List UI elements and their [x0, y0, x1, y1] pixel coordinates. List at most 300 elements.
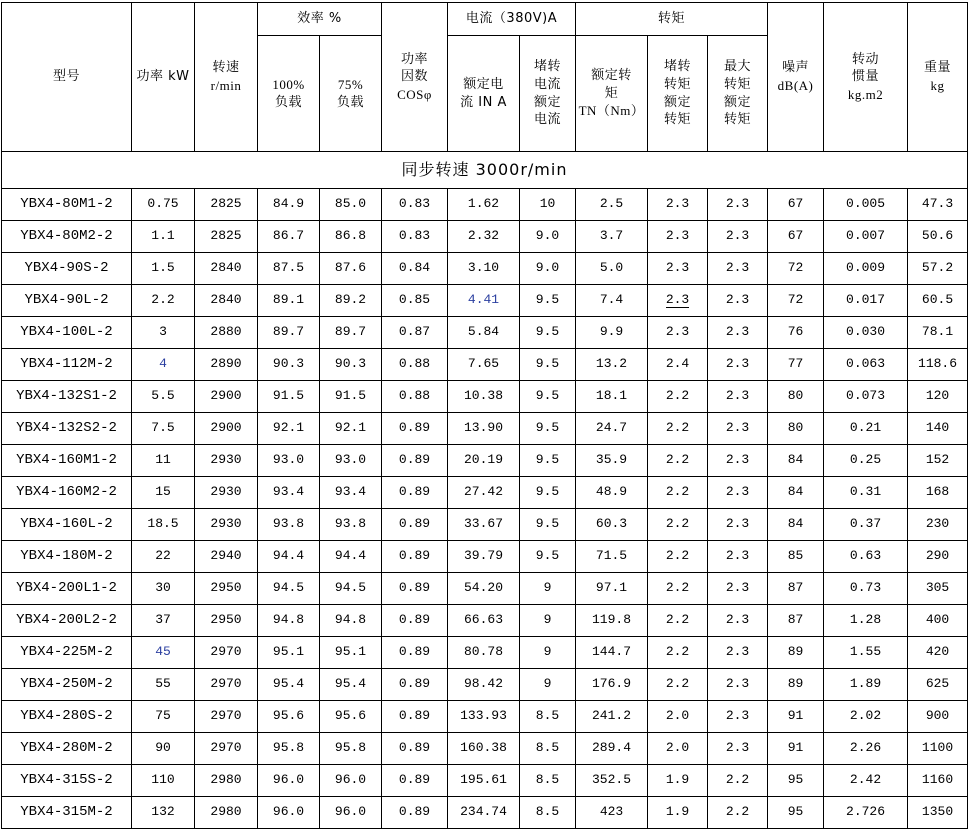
cell-eff-100: 89.7 — [258, 317, 320, 349]
table-row — [2, 733, 968, 765]
cell-rated-torque: 423 — [576, 797, 648, 829]
cell-weight: 305 — [908, 573, 968, 605]
cell-weight: 290 — [908, 541, 968, 573]
cell-rated-torque: 35.9 — [576, 445, 648, 477]
cell-eff-100: 93.8 — [258, 509, 320, 541]
cell-speed: 2840 — [195, 285, 258, 317]
cell-max-torque-ratio: 2.3 — [708, 445, 768, 477]
column-header-power: 功率 kW — [132, 3, 195, 152]
cell-noise: 85 — [768, 541, 824, 573]
cell-weight: 1100 — [908, 733, 968, 765]
cell-rated-current: 234.74 — [448, 797, 520, 829]
cell-model: YBX4-225M-2 — [2, 637, 132, 669]
cell-noise: 95 — [768, 765, 824, 797]
cell-locked-torque-ratio: 2.3 — [648, 221, 708, 253]
cell-rated-current: 27.42 — [448, 477, 520, 509]
cell-model: YBX4-280S-2 — [2, 701, 132, 733]
cell-power: 132 — [132, 797, 195, 829]
cell-eff-75: 94.8 — [320, 605, 382, 637]
cell-eff-75: 86.8 — [320, 221, 382, 253]
cell-locked-torque-ratio-value: 2.3 — [665, 292, 690, 308]
cell-rated-torque: 97.1 — [576, 573, 648, 605]
cell-eff-100: 86.7 — [258, 221, 320, 253]
cell-eff-100: 94.4 — [258, 541, 320, 573]
cell-power: 15 — [132, 477, 195, 509]
cell-speed: 2840 — [195, 253, 258, 285]
cell-locked-torque-ratio: 2.2 — [648, 605, 708, 637]
cell-locked-current-ratio: 9.5 — [520, 413, 576, 445]
group-header-current: 电流（380V)A — [448, 3, 576, 36]
cell-max-torque-ratio: 2.3 — [708, 733, 768, 765]
cell-eff-75: 96.0 — [320, 797, 382, 829]
cell-eff-100: 94.5 — [258, 573, 320, 605]
cell-power: 4 — [132, 349, 195, 381]
cell-power-factor: 0.89 — [382, 733, 448, 765]
cell-power: 11 — [132, 445, 195, 477]
cell-locked-torque-ratio: 2.2 — [648, 669, 708, 701]
cell-speed: 2950 — [195, 605, 258, 637]
cell-power-factor: 0.88 — [382, 349, 448, 381]
cell-inertia: 2.726 — [824, 797, 908, 829]
cell-locked-current-ratio: 9.5 — [520, 541, 576, 573]
cell-eff-75: 95.4 — [320, 669, 382, 701]
section-title: 同步转速 3000r/min — [2, 152, 968, 189]
cell-eff-75: 94.4 — [320, 541, 382, 573]
cell-power-factor: 0.89 — [382, 797, 448, 829]
cell-locked-torque-ratio: 1.9 — [648, 797, 708, 829]
cell-eff-100: 91.5 — [258, 381, 320, 413]
table-row — [2, 477, 968, 509]
cell-model: YBX4-160M2-2 — [2, 477, 132, 509]
cell-power: 0.75 — [132, 189, 195, 221]
cell-eff-75: 92.1 — [320, 413, 382, 445]
cell-rated-torque: 18.1 — [576, 381, 648, 413]
cell-model: YBX4-80M1-2 — [2, 189, 132, 221]
cell-locked-current-ratio: 9 — [520, 637, 576, 669]
table-row — [2, 349, 968, 381]
table-row — [2, 669, 968, 701]
cell-rated-current: 5.84 — [448, 317, 520, 349]
cell-eff-100: 84.9 — [258, 189, 320, 221]
cell-speed: 2880 — [195, 317, 258, 349]
cell-locked-current-ratio: 10 — [520, 189, 576, 221]
cell-weight: 420 — [908, 637, 968, 669]
cell-locked-torque-ratio: 2.2 — [648, 573, 708, 605]
cell-rated-torque: 352.5 — [576, 765, 648, 797]
table-row — [2, 605, 968, 637]
cell-model: YBX4-132S2-2 — [2, 413, 132, 445]
cell-speed: 2930 — [195, 445, 258, 477]
cell-rated-current: 160.38 — [448, 733, 520, 765]
table-row — [2, 285, 968, 317]
cell-rated-current: 98.42 — [448, 669, 520, 701]
cell-max-torque-ratio: 2.3 — [708, 285, 768, 317]
cell-eff-75: 95.8 — [320, 733, 382, 765]
table-row — [2, 253, 968, 285]
cell-locked-torque-ratio: 2.2 — [648, 445, 708, 477]
cell-locked-current-ratio: 9 — [520, 573, 576, 605]
cell-speed: 2930 — [195, 477, 258, 509]
cell-eff-75: 93.0 — [320, 445, 382, 477]
cell-rated-torque: 241.2 — [576, 701, 648, 733]
cell-locked-torque-ratio: 2.2 — [648, 477, 708, 509]
cell-noise: 84 — [768, 477, 824, 509]
cell-inertia: 0.030 — [824, 317, 908, 349]
column-header-model: 型号 — [2, 3, 132, 152]
cell-rated-current: 13.90 — [448, 413, 520, 445]
cell-locked-current-ratio: 9.5 — [520, 349, 576, 381]
column-header-max-torque-ratio: 最大 转矩 额定 转矩 — [708, 36, 768, 152]
cell-weight: 50.6 — [908, 221, 968, 253]
cell-inertia: 1.28 — [824, 605, 908, 637]
cell-locked-torque-ratio: 2.3 — [648, 253, 708, 285]
cell-rated-torque: 119.8 — [576, 605, 648, 637]
cell-power-factor: 0.89 — [382, 541, 448, 573]
cell-speed: 2980 — [195, 797, 258, 829]
cell-max-torque-ratio: 2.3 — [708, 317, 768, 349]
cell-noise: 84 — [768, 445, 824, 477]
cell-power: 110 — [132, 765, 195, 797]
cell-speed: 2970 — [195, 637, 258, 669]
cell-model: YBX4-160L-2 — [2, 509, 132, 541]
cell-locked-current-ratio: 9.5 — [520, 285, 576, 317]
cell-eff-100: 93.4 — [258, 477, 320, 509]
cell-power: 22 — [132, 541, 195, 573]
cell-power-factor: 0.89 — [382, 477, 448, 509]
cell-eff-75: 90.3 — [320, 349, 382, 381]
cell-eff-100: 89.1 — [258, 285, 320, 317]
cell-weight: 118.6 — [908, 349, 968, 381]
cell-power-factor: 0.89 — [382, 605, 448, 637]
cell-rated-current: 10.38 — [448, 381, 520, 413]
cell-model: YBX4-315S-2 — [2, 765, 132, 797]
cell-power-factor: 0.88 — [382, 381, 448, 413]
column-header-rated-current: 额定电 流 IN A — [448, 36, 520, 152]
cell-inertia: 0.017 — [824, 285, 908, 317]
cell-max-torque-ratio: 2.2 — [708, 797, 768, 829]
cell-rated-torque: 144.7 — [576, 637, 648, 669]
cell-noise: 72 — [768, 285, 824, 317]
cell-weight: 400 — [908, 605, 968, 637]
cell-speed: 2950 — [195, 573, 258, 605]
cell-noise: 89 — [768, 669, 824, 701]
cell-locked-torque-ratio: 1.9 — [648, 765, 708, 797]
cell-model: YBX4-315M-2 — [2, 797, 132, 829]
cell-power: 90 — [132, 733, 195, 765]
cell-power-factor: 0.87 — [382, 317, 448, 349]
column-header-rated-torque: 额定转 矩 TN（Nm） — [576, 36, 648, 152]
cell-weight: 120 — [908, 381, 968, 413]
cell-model: YBX4-160M1-2 — [2, 445, 132, 477]
cell-locked-current-ratio: 9 — [520, 669, 576, 701]
cell-locked-current-ratio: 9.0 — [520, 253, 576, 285]
cell-eff-100: 96.0 — [258, 797, 320, 829]
cell-inertia: 0.73 — [824, 573, 908, 605]
cell-noise: 67 — [768, 189, 824, 221]
cell-power: 3 — [132, 317, 195, 349]
cell-weight: 230 — [908, 509, 968, 541]
group-header-efficiency: 效率 % — [258, 3, 382, 36]
cell-inertia: 0.31 — [824, 477, 908, 509]
cell-eff-100: 92.1 — [258, 413, 320, 445]
cell-rated-current: 54.20 — [448, 573, 520, 605]
cell-inertia: 0.007 — [824, 221, 908, 253]
cell-power: 45 — [132, 637, 195, 669]
cell-locked-torque-ratio: 2.3 — [648, 317, 708, 349]
cell-power: 7.5 — [132, 413, 195, 445]
cell-noise: 77 — [768, 349, 824, 381]
cell-rated-current: 20.19 — [448, 445, 520, 477]
cell-speed: 2940 — [195, 541, 258, 573]
cell-power: 5.5 — [132, 381, 195, 413]
cell-max-torque-ratio: 2.3 — [708, 381, 768, 413]
cell-max-torque-ratio: 2.3 — [708, 541, 768, 573]
cell-rated-current: 33.67 — [448, 509, 520, 541]
cell-eff-100: 96.0 — [258, 765, 320, 797]
cell-eff-75: 95.6 — [320, 701, 382, 733]
table-row — [2, 509, 968, 541]
cell-power-factor: 0.84 — [382, 253, 448, 285]
cell-noise: 87 — [768, 573, 824, 605]
section-title-row — [2, 152, 968, 189]
cell-power: 1.5 — [132, 253, 195, 285]
column-header-eff-100: 100% 负载 — [258, 36, 320, 152]
cell-rated-torque: 5.0 — [576, 253, 648, 285]
cell-eff-75: 89.2 — [320, 285, 382, 317]
cell-rated-current: 39.79 — [448, 541, 520, 573]
cell-max-torque-ratio: 2.3 — [708, 637, 768, 669]
column-header-inertia: 转动 惯量 kg.m2 — [824, 3, 908, 152]
cell-power-factor: 0.89 — [382, 701, 448, 733]
cell-noise: 67 — [768, 221, 824, 253]
cell-inertia: 0.21 — [824, 413, 908, 445]
cell-inertia: 0.005 — [824, 189, 908, 221]
cell-locked-current-ratio: 9 — [520, 605, 576, 637]
cell-noise: 80 — [768, 413, 824, 445]
column-header-noise: 噪声 dB(A) — [768, 3, 824, 152]
cell-rated-torque: 48.9 — [576, 477, 648, 509]
cell-weight: 57.2 — [908, 253, 968, 285]
cell-locked-current-ratio: 9.5 — [520, 445, 576, 477]
cell-eff-100: 95.1 — [258, 637, 320, 669]
cell-rated-torque: 60.3 — [576, 509, 648, 541]
cell-max-torque-ratio: 2.3 — [708, 701, 768, 733]
cell-locked-torque-ratio: 2.2 — [648, 413, 708, 445]
cell-eff-100: 95.4 — [258, 669, 320, 701]
cell-power-factor: 0.89 — [382, 765, 448, 797]
cell-power: 18.5 — [132, 509, 195, 541]
cell-model: YBX4-200L2-2 — [2, 605, 132, 637]
cell-locked-torque-ratio: 2.4 — [648, 349, 708, 381]
cell-eff-100: 94.8 — [258, 605, 320, 637]
cell-weight: 1350 — [908, 797, 968, 829]
table-row — [2, 797, 968, 829]
cell-rated-torque: 71.5 — [576, 541, 648, 573]
cell-rated-current: 2.32 — [448, 221, 520, 253]
table-row — [2, 413, 968, 445]
cell-power: 2.2 — [132, 285, 195, 317]
cell-locked-torque-ratio: 2.2 — [648, 509, 708, 541]
cell-max-torque-ratio: 2.3 — [708, 349, 768, 381]
cell-locked-torque-ratio: 2.3 — [648, 189, 708, 221]
cell-inertia: 0.073 — [824, 381, 908, 413]
cell-noise: 72 — [768, 253, 824, 285]
cell-eff-75: 94.5 — [320, 573, 382, 605]
cell-inertia: 0.009 — [824, 253, 908, 285]
cell-model: YBX4-90L-2 — [2, 285, 132, 317]
cell-rated-current: 3.10 — [448, 253, 520, 285]
table-row — [2, 573, 968, 605]
cell-eff-75: 95.1 — [320, 637, 382, 669]
cell-speed: 2970 — [195, 701, 258, 733]
cell-eff-75: 87.6 — [320, 253, 382, 285]
cell-eff-75: 85.0 — [320, 189, 382, 221]
cell-rated-current: 80.78 — [448, 637, 520, 669]
cell-locked-torque-ratio: 2.2 — [648, 541, 708, 573]
cell-locked-current-ratio: 9.5 — [520, 509, 576, 541]
table-row — [2, 381, 968, 413]
cell-rated-torque: 176.9 — [576, 669, 648, 701]
cell-noise: 89 — [768, 637, 824, 669]
cell-eff-100: 90.3 — [258, 349, 320, 381]
cell-inertia: 2.26 — [824, 733, 908, 765]
cell-power: 75 — [132, 701, 195, 733]
cell-power: 37 — [132, 605, 195, 637]
cell-weight: 152 — [908, 445, 968, 477]
cell-rated-current: 195.61 — [448, 765, 520, 797]
cell-locked-current-ratio: 9.5 — [520, 317, 576, 349]
cell-max-torque-ratio: 2.3 — [708, 669, 768, 701]
cell-weight: 47.3 — [908, 189, 968, 221]
cell-speed: 2825 — [195, 221, 258, 253]
cell-power-factor: 0.89 — [382, 509, 448, 541]
cell-locked-torque-ratio: 2.2 — [648, 637, 708, 669]
cell-max-torque-ratio: 2.3 — [708, 189, 768, 221]
column-header-weight: 重量 kg — [908, 3, 968, 152]
cell-eff-75: 91.5 — [320, 381, 382, 413]
cell-locked-torque-ratio: 2.0 — [648, 733, 708, 765]
cell-inertia: 0.63 — [824, 541, 908, 573]
cell-rated-torque: 9.9 — [576, 317, 648, 349]
cell-locked-current-ratio: 8.5 — [520, 701, 576, 733]
cell-locked-current-ratio: 9.5 — [520, 477, 576, 509]
cell-inertia: 0.25 — [824, 445, 908, 477]
cell-eff-75: 93.4 — [320, 477, 382, 509]
cell-model: YBX4-200L1-2 — [2, 573, 132, 605]
cell-speed: 2900 — [195, 381, 258, 413]
cell-locked-torque-ratio: 2.2 — [648, 381, 708, 413]
table-row — [2, 541, 968, 573]
cell-max-torque-ratio: 2.3 — [708, 605, 768, 637]
cell-speed: 2970 — [195, 733, 258, 765]
table-row — [2, 701, 968, 733]
cell-max-torque-ratio: 2.3 — [708, 509, 768, 541]
cell-locked-torque-ratio: 2.0 — [648, 701, 708, 733]
cell-noise: 76 — [768, 317, 824, 349]
table-row — [2, 637, 968, 669]
cell-power-factor: 0.83 — [382, 221, 448, 253]
cell-power: 30 — [132, 573, 195, 605]
cell-rated-current: 66.63 — [448, 605, 520, 637]
cell-weight: 140 — [908, 413, 968, 445]
cell-eff-75: 96.0 — [320, 765, 382, 797]
table-row — [2, 189, 968, 221]
cell-rated-torque: 3.7 — [576, 221, 648, 253]
cell-max-torque-ratio: 2.3 — [708, 573, 768, 605]
cell-speed: 2825 — [195, 189, 258, 221]
cell-model: YBX4-112M-2 — [2, 349, 132, 381]
cell-locked-current-ratio: 8.5 — [520, 733, 576, 765]
cell-weight: 1160 — [908, 765, 968, 797]
cell-locked-current-ratio: 9.0 — [520, 221, 576, 253]
cell-max-torque-ratio: 2.3 — [708, 413, 768, 445]
cell-inertia: 2.02 — [824, 701, 908, 733]
cell-rated-current: 4.41 — [448, 285, 520, 317]
cell-weight: 625 — [908, 669, 968, 701]
cell-power-factor: 0.89 — [382, 637, 448, 669]
cell-model: YBX4-90S-2 — [2, 253, 132, 285]
table-group-header-row — [2, 3, 968, 36]
cell-rated-current: 133.93 — [448, 701, 520, 733]
table-row — [2, 317, 968, 349]
cell-model: YBX4-132S1-2 — [2, 381, 132, 413]
column-header-speed: 转速 r/min — [195, 3, 258, 152]
cell-max-torque-ratio: 2.3 — [708, 477, 768, 509]
cell-eff-100: 87.5 — [258, 253, 320, 285]
cell-eff-100: 95.8 — [258, 733, 320, 765]
motor-specification-table — [1, 2, 968, 829]
group-header-torque: 转矩 — [576, 3, 768, 36]
table-row — [2, 445, 968, 477]
column-header-eff-75: 75% 负载 — [320, 36, 382, 152]
cell-rated-torque: 289.4 — [576, 733, 648, 765]
cell-speed: 2970 — [195, 669, 258, 701]
cell-noise: 91 — [768, 701, 824, 733]
cell-weight: 900 — [908, 701, 968, 733]
cell-locked-current-ratio: 8.5 — [520, 765, 576, 797]
cell-model: YBX4-180M-2 — [2, 541, 132, 573]
cell-model: YBX4-100L-2 — [2, 317, 132, 349]
column-header-power-factor: 功率 因数 COSφ — [382, 3, 448, 152]
cell-rated-torque: 7.4 — [576, 285, 648, 317]
cell-eff-100: 93.0 — [258, 445, 320, 477]
cell-weight: 60.5 — [908, 285, 968, 317]
cell-inertia: 2.42 — [824, 765, 908, 797]
cell-power-factor: 0.89 — [382, 413, 448, 445]
cell-rated-current: 7.65 — [448, 349, 520, 381]
cell-speed: 2980 — [195, 765, 258, 797]
cell-locked-torque-ratio — [648, 285, 708, 317]
cell-inertia: 0.37 — [824, 509, 908, 541]
cell-eff-100: 95.6 — [258, 701, 320, 733]
cell-locked-current-ratio: 9.5 — [520, 381, 576, 413]
cell-power: 1.1 — [132, 221, 195, 253]
cell-eff-75: 89.7 — [320, 317, 382, 349]
cell-eff-75: 93.8 — [320, 509, 382, 541]
cell-noise: 87 — [768, 605, 824, 637]
cell-inertia: 1.89 — [824, 669, 908, 701]
cell-noise: 84 — [768, 509, 824, 541]
cell-power: 55 — [132, 669, 195, 701]
column-header-locked-rotor-current-ratio: 堵转 电流 额定 电流 — [520, 36, 576, 152]
cell-rated-torque: 2.5 — [576, 189, 648, 221]
cell-rated-current: 1.62 — [448, 189, 520, 221]
cell-rated-torque: 13.2 — [576, 349, 648, 381]
cell-inertia: 0.063 — [824, 349, 908, 381]
cell-speed: 2900 — [195, 413, 258, 445]
table-row — [2, 765, 968, 797]
cell-locked-current-ratio: 8.5 — [520, 797, 576, 829]
